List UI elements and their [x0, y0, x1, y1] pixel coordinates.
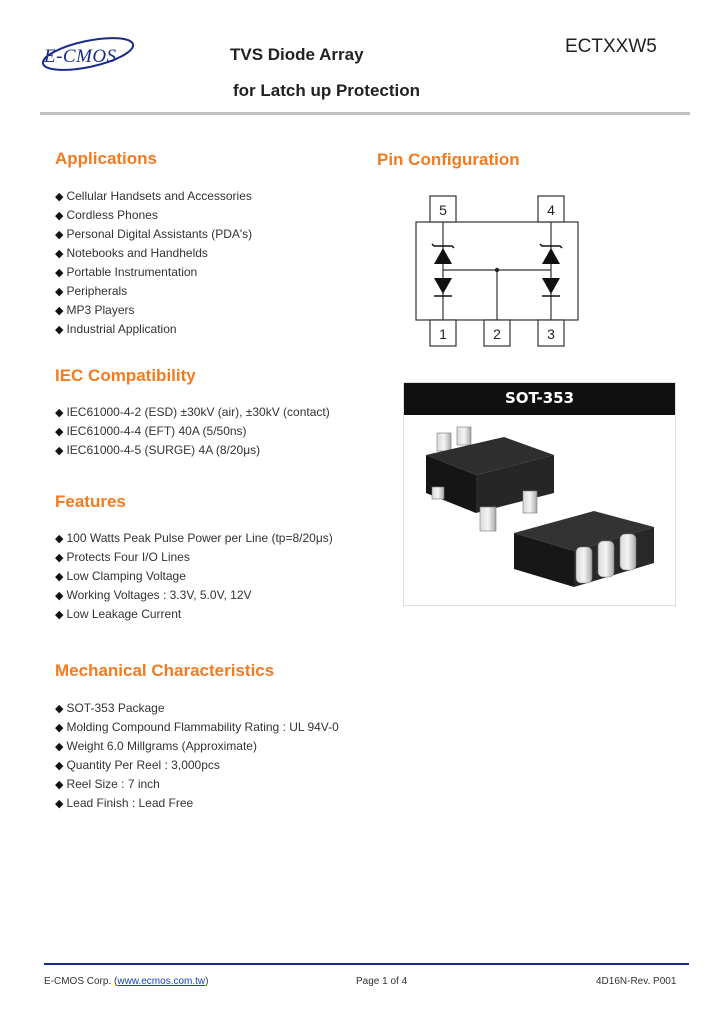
diamond-bullet-icon: ◆	[55, 324, 64, 336]
diamond-bullet-icon: ◆	[55, 571, 64, 583]
features-title: Features	[55, 492, 126, 511]
pin-1-label: 1	[439, 326, 447, 342]
pin-4-label: 4	[547, 202, 555, 218]
pin-5-label: 5	[439, 202, 447, 218]
list-item: ◆ Low Leakage Current	[55, 607, 182, 621]
list-item: ◆ MP3 Players	[55, 303, 135, 317]
package-illustration	[404, 415, 675, 605]
list-item: ◆ Weight 6.0 Millgrams (Approximate)	[55, 739, 257, 753]
list-item: ◆ IEC61000-4-4 (EFT) 40A (5/50ns)	[55, 424, 247, 438]
applications-list	[55, 187, 252, 339]
diamond-bullet-icon: ◆	[55, 703, 64, 715]
diamond-bullet-icon: ◆	[55, 191, 64, 203]
iec-title: IEC Compatibility	[55, 366, 196, 385]
footer-divider	[44, 963, 689, 965]
diamond-bullet-icon: ◆	[55, 590, 64, 602]
mechanical-list	[55, 699, 339, 813]
doc-title-line1: TVS Diode Array	[230, 45, 364, 64]
list-item: ◆ Industrial Application	[55, 322, 177, 336]
diamond-bullet-icon: ◆	[55, 533, 64, 545]
page-number: Page 1 of 4	[356, 976, 408, 987]
package-label: SOT-353	[504, 389, 575, 407]
footer-company: E-CMOS Corp. (www.ecmos.com.tw)	[44, 976, 209, 987]
list-item: ◆ Personal Digital Assistants (PDA's)	[55, 227, 253, 241]
diamond-bullet-icon: ◆	[55, 305, 64, 317]
list-item: ◆ IEC61000-4-5 (SURGE) 4A (8/20μs)	[55, 443, 261, 457]
list-item: ◆ Lead Finish : Lead Free	[55, 796, 194, 810]
list-item: ◆ Working Voltages : 3.3V, 5.0V, 12V	[55, 588, 252, 602]
diamond-bullet-icon: ◆	[55, 267, 64, 279]
list-item: ◆ Protects Four I/O Lines	[55, 550, 190, 564]
diamond-bullet-icon: ◆	[55, 760, 64, 772]
iec-list	[55, 403, 330, 460]
diamond-bullet-icon: ◆	[55, 609, 64, 621]
diamond-bullet-icon: ◆	[55, 229, 64, 241]
diamond-bullet-icon: ◆	[55, 210, 64, 222]
list-item: ◆ Peripherals	[55, 284, 128, 298]
list-item: ◆ Cellular Handsets and Accessories	[55, 189, 252, 203]
junction-dot	[495, 268, 499, 272]
list-item: ◆ Low Clamping Voltage	[55, 569, 186, 583]
website-link[interactable]: www.ecmos.com.tw	[117, 976, 206, 987]
logo-text: E-CMOS	[44, 46, 117, 67]
mechanical-title: Mechanical Characteristics	[55, 661, 275, 680]
list-item: ◆ 100 Watts Peak Pulse Power per Line (tp=8/20μs)	[55, 531, 333, 545]
chip-upper-left	[426, 427, 554, 531]
diamond-bullet-icon: ◆	[55, 407, 64, 419]
pin-config-title: Pin Configuration	[377, 150, 520, 169]
pin-3-label: 3	[547, 326, 555, 342]
list-item: ◆ Molding Compound Flammability Rating : UL 94V-0	[55, 720, 339, 734]
applications-title: Applications	[55, 149, 158, 168]
chip-lower-right	[514, 511, 654, 587]
revision-code: 4D16N-Rev. P001	[596, 976, 677, 987]
diamond-bullet-icon: ◆	[55, 552, 64, 564]
diamond-bullet-icon: ◆	[55, 248, 64, 260]
diamond-bullet-icon: ◆	[55, 286, 64, 298]
diamond-bullet-icon: ◆	[55, 798, 64, 810]
list-item: ◆ Notebooks and Handhelds	[55, 246, 208, 260]
features-list	[55, 529, 333, 624]
package-photo	[403, 382, 676, 606]
list-item: ◆ Quantity Per Reel : 3,000pcs	[55, 758, 220, 772]
diamond-bullet-icon: ◆	[55, 779, 64, 791]
doc-title-line2: for Latch up Protection	[233, 81, 420, 100]
pin-2-label: 2	[493, 326, 501, 342]
diamond-bullet-icon: ◆	[55, 426, 64, 438]
list-item: ◆ IEC61000-4-2 (ESD) ±30kV (air), ±30kV (contact)	[55, 405, 330, 419]
pin-configuration-diagram	[414, 194, 580, 350]
part-number: ECTXXW5	[565, 36, 657, 57]
diamond-bullet-icon: ◆	[55, 741, 64, 753]
list-item: ◆ Cordless Phones	[55, 208, 158, 222]
list-item: ◆ Reel Size : 7 inch	[55, 777, 160, 791]
list-item: ◆ Portable Instrumentation	[55, 265, 198, 279]
header-divider	[40, 112, 690, 115]
diamond-bullet-icon: ◆	[55, 722, 64, 734]
list-item: ◆ SOT-353 Package	[55, 701, 165, 715]
diamond-bullet-icon: ◆	[55, 445, 64, 457]
